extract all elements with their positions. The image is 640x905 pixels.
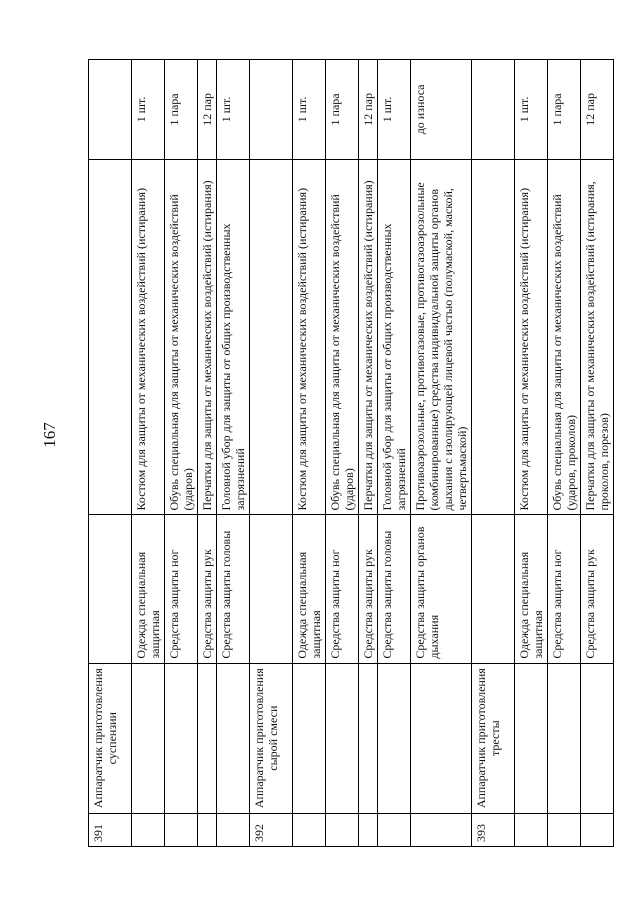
profession-name: Аппаратчик приготовления сырой смеси: [250, 663, 293, 813]
ppe-type: [250, 515, 293, 663]
table-row: [217, 60, 250, 847]
table-row: [411, 60, 472, 847]
ppe-type: Средства защиты головы: [378, 515, 411, 663]
table-row: [515, 60, 548, 847]
ppe-quantity: 1 шт.: [515, 60, 548, 160]
profession-name: [326, 663, 359, 813]
row-number: [359, 813, 378, 846]
ppe-type: [472, 515, 515, 663]
profession-name: [359, 663, 378, 813]
ppe-type: Средства защиты головы: [217, 515, 250, 663]
row-number: [217, 813, 250, 846]
profession-name: [132, 663, 165, 813]
ppe-quantity: 12 пар: [359, 60, 378, 160]
row-number: [293, 813, 326, 846]
table-row: [293, 60, 326, 847]
ppe-item: [472, 159, 515, 515]
ppe-item: Перчатки для защиты от механических воздействий (истирания): [198, 159, 217, 515]
profession-name: [581, 663, 614, 813]
ppe-type: Средства защиты рук: [359, 515, 378, 663]
table-row: [250, 60, 293, 847]
profession-name: [515, 663, 548, 813]
table-row: [472, 60, 515, 847]
row-number: [198, 813, 217, 846]
ppe-item: Костюм для защиты от механических воздействий (истирания): [132, 159, 165, 515]
table-row: [359, 60, 378, 847]
row-number: [378, 813, 411, 846]
profession-name: [198, 663, 217, 813]
table-row: [378, 60, 411, 847]
ppe-type: Средства защиты ног: [548, 515, 581, 663]
ppe-item: Обувь специальная для защиты от механических воздействий (ударов): [165, 159, 198, 515]
profession-name: [411, 663, 472, 813]
row-number: [165, 813, 198, 846]
table-row: [548, 60, 581, 847]
ppe-quantity: [472, 60, 515, 160]
ppe-quantity: 1 пара: [165, 60, 198, 160]
row-number: [326, 813, 359, 846]
profession-name: [293, 663, 326, 813]
page-number: 167: [40, 422, 59, 448]
ppe-item: Костюм для защиты от механических воздействий (истирания): [293, 159, 326, 515]
ppe-item: Обувь специальная для защиты от механических воздействий (ударов, проколов): [548, 159, 581, 515]
row-number: 393: [472, 813, 515, 846]
ppe-item: Перчатки для защиты от механических воздействий (истирания): [359, 159, 378, 515]
ppe-quantity: 1 пара: [326, 60, 359, 160]
ppe-item: Головной убор для защиты от общих производственных загрязнений: [217, 159, 250, 515]
table-row: [581, 60, 614, 847]
ppe-quantity: 1 шт.: [378, 60, 411, 160]
ppe-quantity: до износа: [411, 60, 472, 160]
ppe-type: Средства защиты рук: [581, 515, 614, 663]
ppe-type: Одежда специальная защитная: [293, 515, 326, 663]
profession-name: Аппаратчик приготовления суспензии: [89, 663, 132, 813]
ppe-item: Противоаэрозольные, противогазовые, противогазоаэрозольные (комбинированные) средства индивидуальной защиты органов дыхания с изолирующей лицевой частью (полумаской, маской, четвертьмаской): [411, 159, 472, 515]
ppe-item: Костюм для защиты от механических воздействий (истирания): [515, 159, 548, 515]
ppe-quantity: [89, 60, 132, 160]
row-number: [411, 813, 472, 846]
row-number: 391: [89, 813, 132, 846]
profession-name: Аппаратчик приготовления тресты: [472, 663, 515, 813]
table-row: [326, 60, 359, 847]
row-number: [132, 813, 165, 846]
ppe-type: Средства защиты ног: [326, 515, 359, 663]
ppe-item: [89, 159, 132, 515]
table-row: [165, 60, 198, 847]
row-number: [581, 813, 614, 846]
row-number: [548, 813, 581, 846]
ppe-item: [250, 159, 293, 515]
ppe-norms-table: [88, 59, 614, 847]
ppe-item: Обувь специальная для защиты от механических воздействий (ударов): [326, 159, 359, 515]
ppe-quantity: 1 шт.: [132, 60, 165, 160]
ppe-type: Одежда специальная защитная: [515, 515, 548, 663]
row-number: 392: [250, 813, 293, 846]
ppe-type: Средства защиты ног: [165, 515, 198, 663]
ppe-item: Головной убор для защиты от общих производственных загрязнений: [378, 159, 411, 515]
ppe-item: Перчатки для защиты от механических воздействий (истирания, проколов, порезов): [581, 159, 614, 515]
rotated-table-container: [88, 59, 611, 847]
ppe-quantity: [250, 60, 293, 160]
profession-name: [217, 663, 250, 813]
ppe-type: Одежда специальная защитная: [132, 515, 165, 663]
ppe-type: [89, 515, 132, 663]
ppe-quantity: 1 шт.: [293, 60, 326, 160]
table-row: [132, 60, 165, 847]
ppe-quantity: 1 пара: [548, 60, 581, 160]
ppe-type: Средства защиты органов дыхания: [411, 515, 472, 663]
row-number: [515, 813, 548, 846]
profession-name: [165, 663, 198, 813]
table-row: [89, 60, 132, 847]
ppe-quantity: 12 пар: [198, 60, 217, 160]
profession-name: [378, 663, 411, 813]
table-row: [198, 60, 217, 847]
ppe-type: Средства защиты рук: [198, 515, 217, 663]
ppe-quantity: 1 шт.: [217, 60, 250, 160]
ppe-quantity: 12 пар: [581, 60, 614, 160]
profession-name: [548, 663, 581, 813]
